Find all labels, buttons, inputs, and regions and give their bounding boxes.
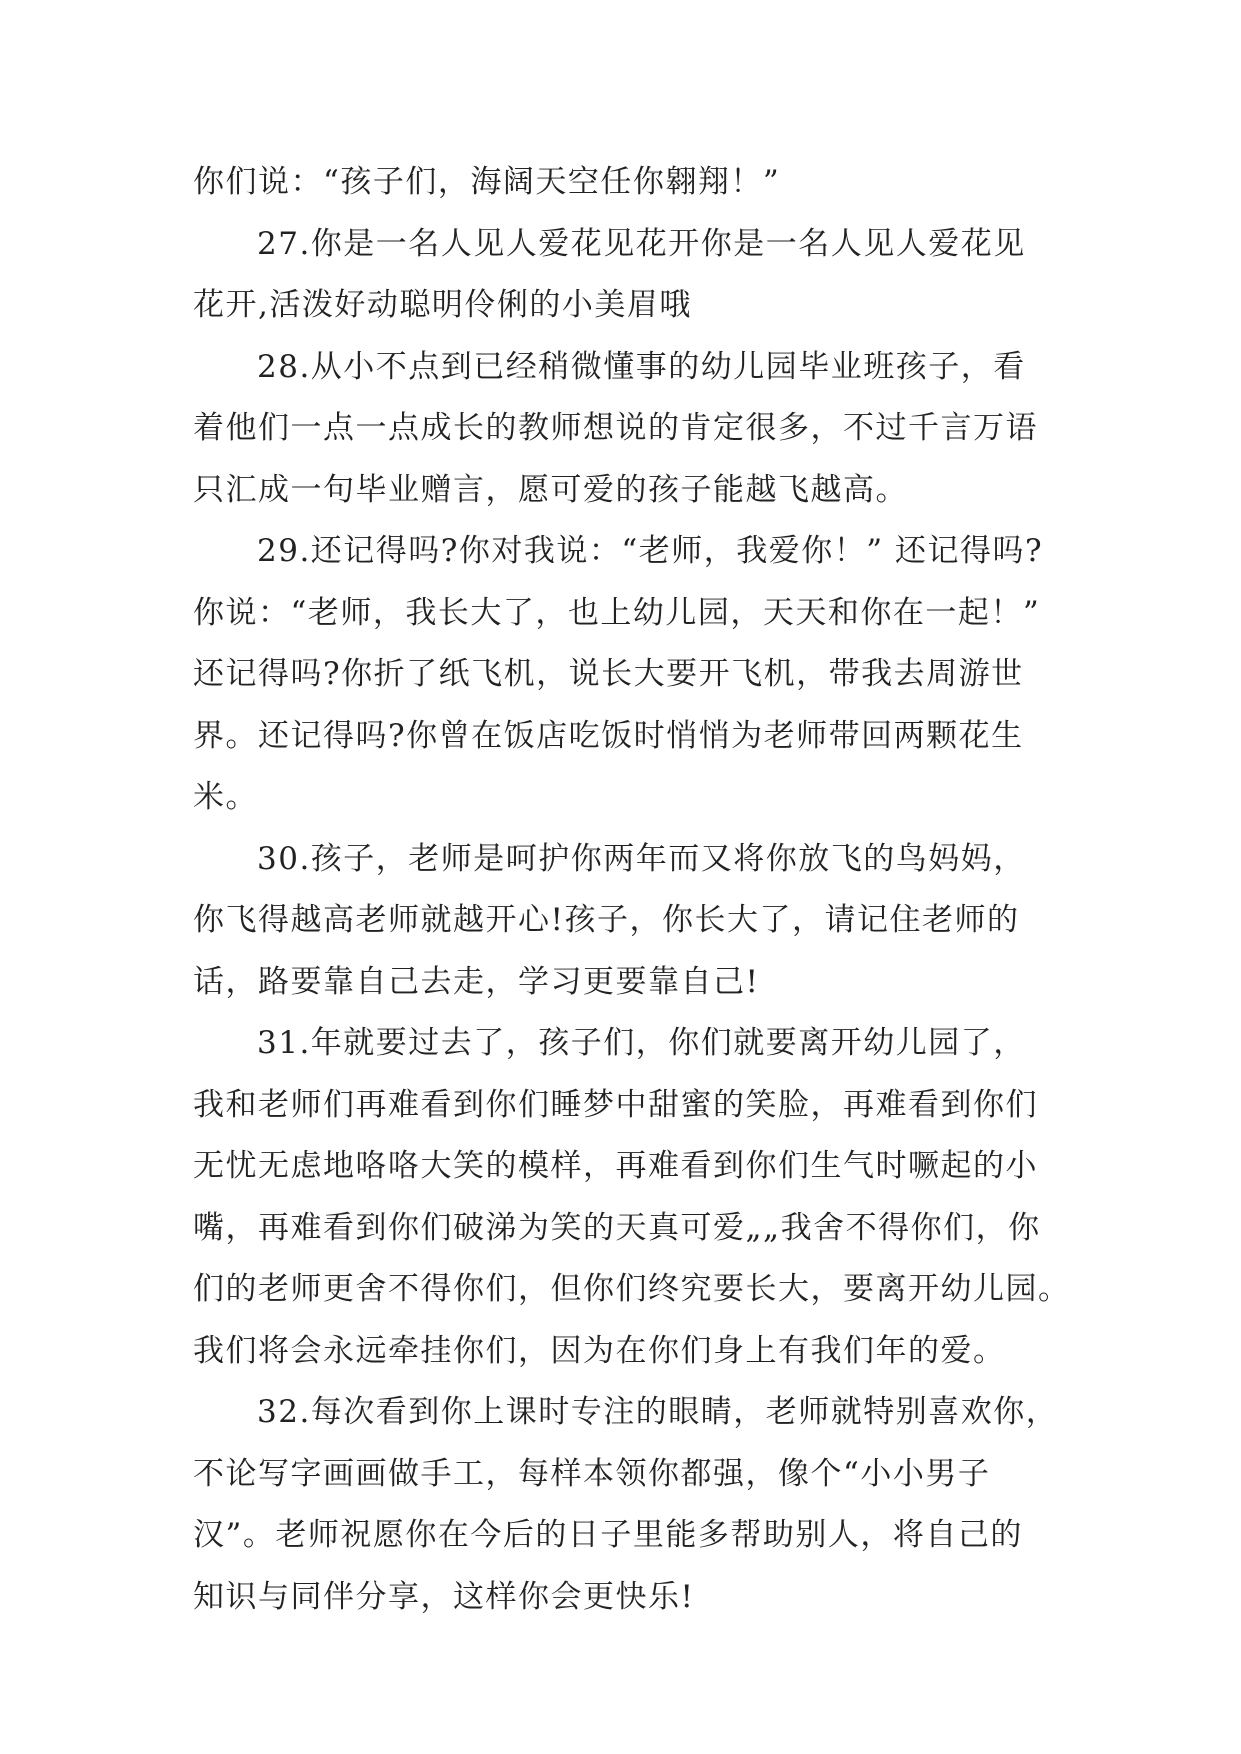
text-line: 27.你是一名人见人爱花见花开你是一名人见人爱花见 [257,225,1026,262]
text-line: 无忧无虑地咯咯大笑的模样，再难看到你们生气时噘起的小 [193,1148,1038,1184]
text-line: 你们说：“孩子们，海阔天空任你翱翔！” [193,164,781,200]
text-line: 还记得吗?你折了纸飞机，说长大要开飞机，带我去周游世 [193,656,1024,692]
text-line: 知识与同伴分享，这样你会更快乐! [193,1578,695,1615]
text-line: 你说：“老师，我长大了，也上幼儿园，天天和你在一起！” [193,594,1041,631]
text-line: 29.还记得吗?你对我说：“老师，我爱你！” 还记得吗? [257,533,1044,569]
text-line: 30.孩子，老师是呵护你两年而又将你放飞的鸟妈妈， [257,840,1026,877]
text-line: 不论写字画画做手工，每样本领你都强，像个“小小男子 [193,1455,991,1492]
document-body [193,152,1071,1628]
text-line: 我们将会永远牵挂你们，因为在你们身上有我们年的爱。 [193,1332,1006,1369]
text-line: 28.从小不点到已经稍微懂事的幼儿园毕业班孩子，看 [257,348,1026,385]
text-line: 我和老师们再难看到你们睡梦中甜蜜的笑脸，再难看到你们 [193,1086,1038,1123]
text-line: 31.年就要过去了，孩子们，你们就要离开幼儿园了， [257,1025,1026,1061]
text-line: 米。 [193,779,258,815]
text-line: 界。还记得吗?你曾在饭店吃饭时悄悄为老师带回两颗花生 [193,717,1024,754]
text-line: 只汇成一句毕业赠言，愿可爱的孩子能越飞越高。 [193,471,908,508]
text-line: 们的老师更舍不得你们，但你们终究要长大，要离开幼儿园。 [193,1271,1071,1307]
text-line: 汉”。老师祝愿你在今后的日子里能多帮助别人，将自己的 [193,1517,1023,1553]
text-line: 花开,活泼好动聪明伶俐的小美眉哦 [193,287,692,323]
text-line: 话，路要靠自己去走，学习更要靠自己! [193,963,760,1000]
text-line: 你飞得越高老师就越开心!孩子，你长大了，请记住老师的 [193,902,1020,938]
text-line: 着他们一点一点成长的教师想说的肯定很多，不过千言万语 [193,410,1038,446]
text-line: 32.每次看到你上课时专注的眼睛，老师就特别喜欢你， [257,1394,1059,1430]
text-line: 嘴，再难看到你们破涕为笑的天真可爱„„我舍不得你们，你 [193,1209,1041,1246]
